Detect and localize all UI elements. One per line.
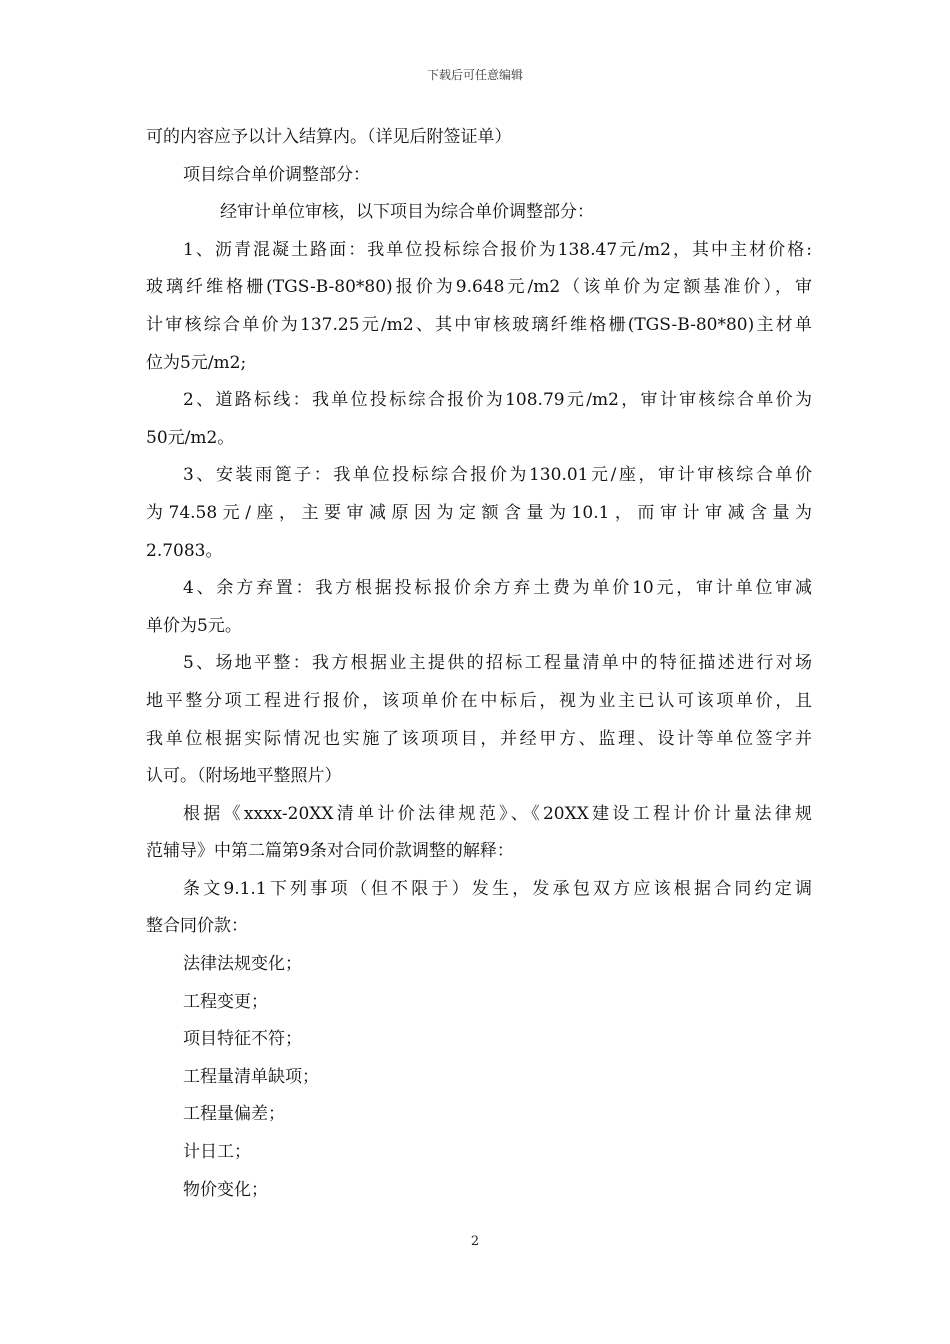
text-line: 认可。（附场地平整照片） bbox=[146, 766, 342, 787]
text-line: 2.7083。 bbox=[146, 540, 223, 561]
page-number: 2 bbox=[470, 1234, 480, 1249]
text-line: 范辅导》中第二篇第9条对合同价款调整的解释： bbox=[146, 841, 514, 862]
text-line: 条文9.1.1下列事项（但不限于）发生，发承包双方应该根据合同约定调 bbox=[183, 878, 812, 899]
text-line: 计审核综合单价为137.25元/m2、其中审核玻璃纤维格栅(TGS-B-80*80)主材单 bbox=[146, 314, 812, 335]
text-line: 5、场地平整：我方根据业主提供的招标工程量清单中的特征描述进行对场 bbox=[183, 653, 812, 674]
text-line: 地平整分项工程进行报价，该项单价在中标后，视为业主已认可该项单价，且 bbox=[146, 690, 812, 711]
text-line: 我单位根据实际情况也实施了该项项目，并经甲方、监理、设计等单位签字并 bbox=[146, 728, 812, 749]
list-item: 工程量清单缺项； bbox=[183, 1066, 319, 1087]
text-line: 单价为5元。 bbox=[146, 615, 242, 636]
text-line: 3、安装雨篦子：我单位投标综合报价为130.01元/座，审计审核综合单价 bbox=[183, 465, 812, 486]
document-body bbox=[146, 119, 812, 1209]
list-item: 项目特征不符； bbox=[183, 1029, 302, 1050]
text-line: 玻璃纤维格栅(TGS-B-80*80)报价为9.648元/m2（该单价为定额基准价），审 bbox=[146, 277, 812, 298]
list-item: 工程量偏差； bbox=[183, 1104, 285, 1125]
text-line: 1、沥青混凝土路面：我单位投标综合报价为138.47元/m2，其中主材价格: bbox=[183, 239, 812, 260]
text-line: 位为5元/m2; bbox=[146, 352, 247, 373]
text-line: 50元/m2。 bbox=[146, 427, 235, 448]
text-line: 可的内容应予以计入结算内。（详见后附签证单） bbox=[146, 127, 512, 147]
section-heading: 项目综合单价调整部分： bbox=[183, 164, 370, 185]
text-line: 根据《xxxx-20XX清单计价法律规范》、《20XX建设工程计价计量法律规 bbox=[183, 803, 812, 824]
text-line: 为74.58元/座，主要审减原因为定额含量为10.1，而审计审减含量为 bbox=[146, 502, 812, 523]
list-item: 工程变更； bbox=[183, 991, 268, 1012]
page-header: 下载后可任意编辑 bbox=[426, 68, 523, 82]
text-line: 整合同价款： bbox=[146, 916, 248, 937]
list-item: 计日工； bbox=[183, 1142, 251, 1163]
text-line: 2、道路标线：我单位投标综合报价为108.79元/m2，审计审核综合单价为 bbox=[183, 390, 812, 411]
text-line: 经审计单位审核，以下项目为综合单价调整部分： bbox=[220, 202, 594, 223]
list-item: 法律法规变化； bbox=[183, 954, 302, 975]
list-item: 物价变化； bbox=[183, 1179, 268, 1200]
text-line: 4、余方弃置：我方根据投标报价余方弃土费为单价10元，审计单位审减 bbox=[183, 578, 812, 599]
